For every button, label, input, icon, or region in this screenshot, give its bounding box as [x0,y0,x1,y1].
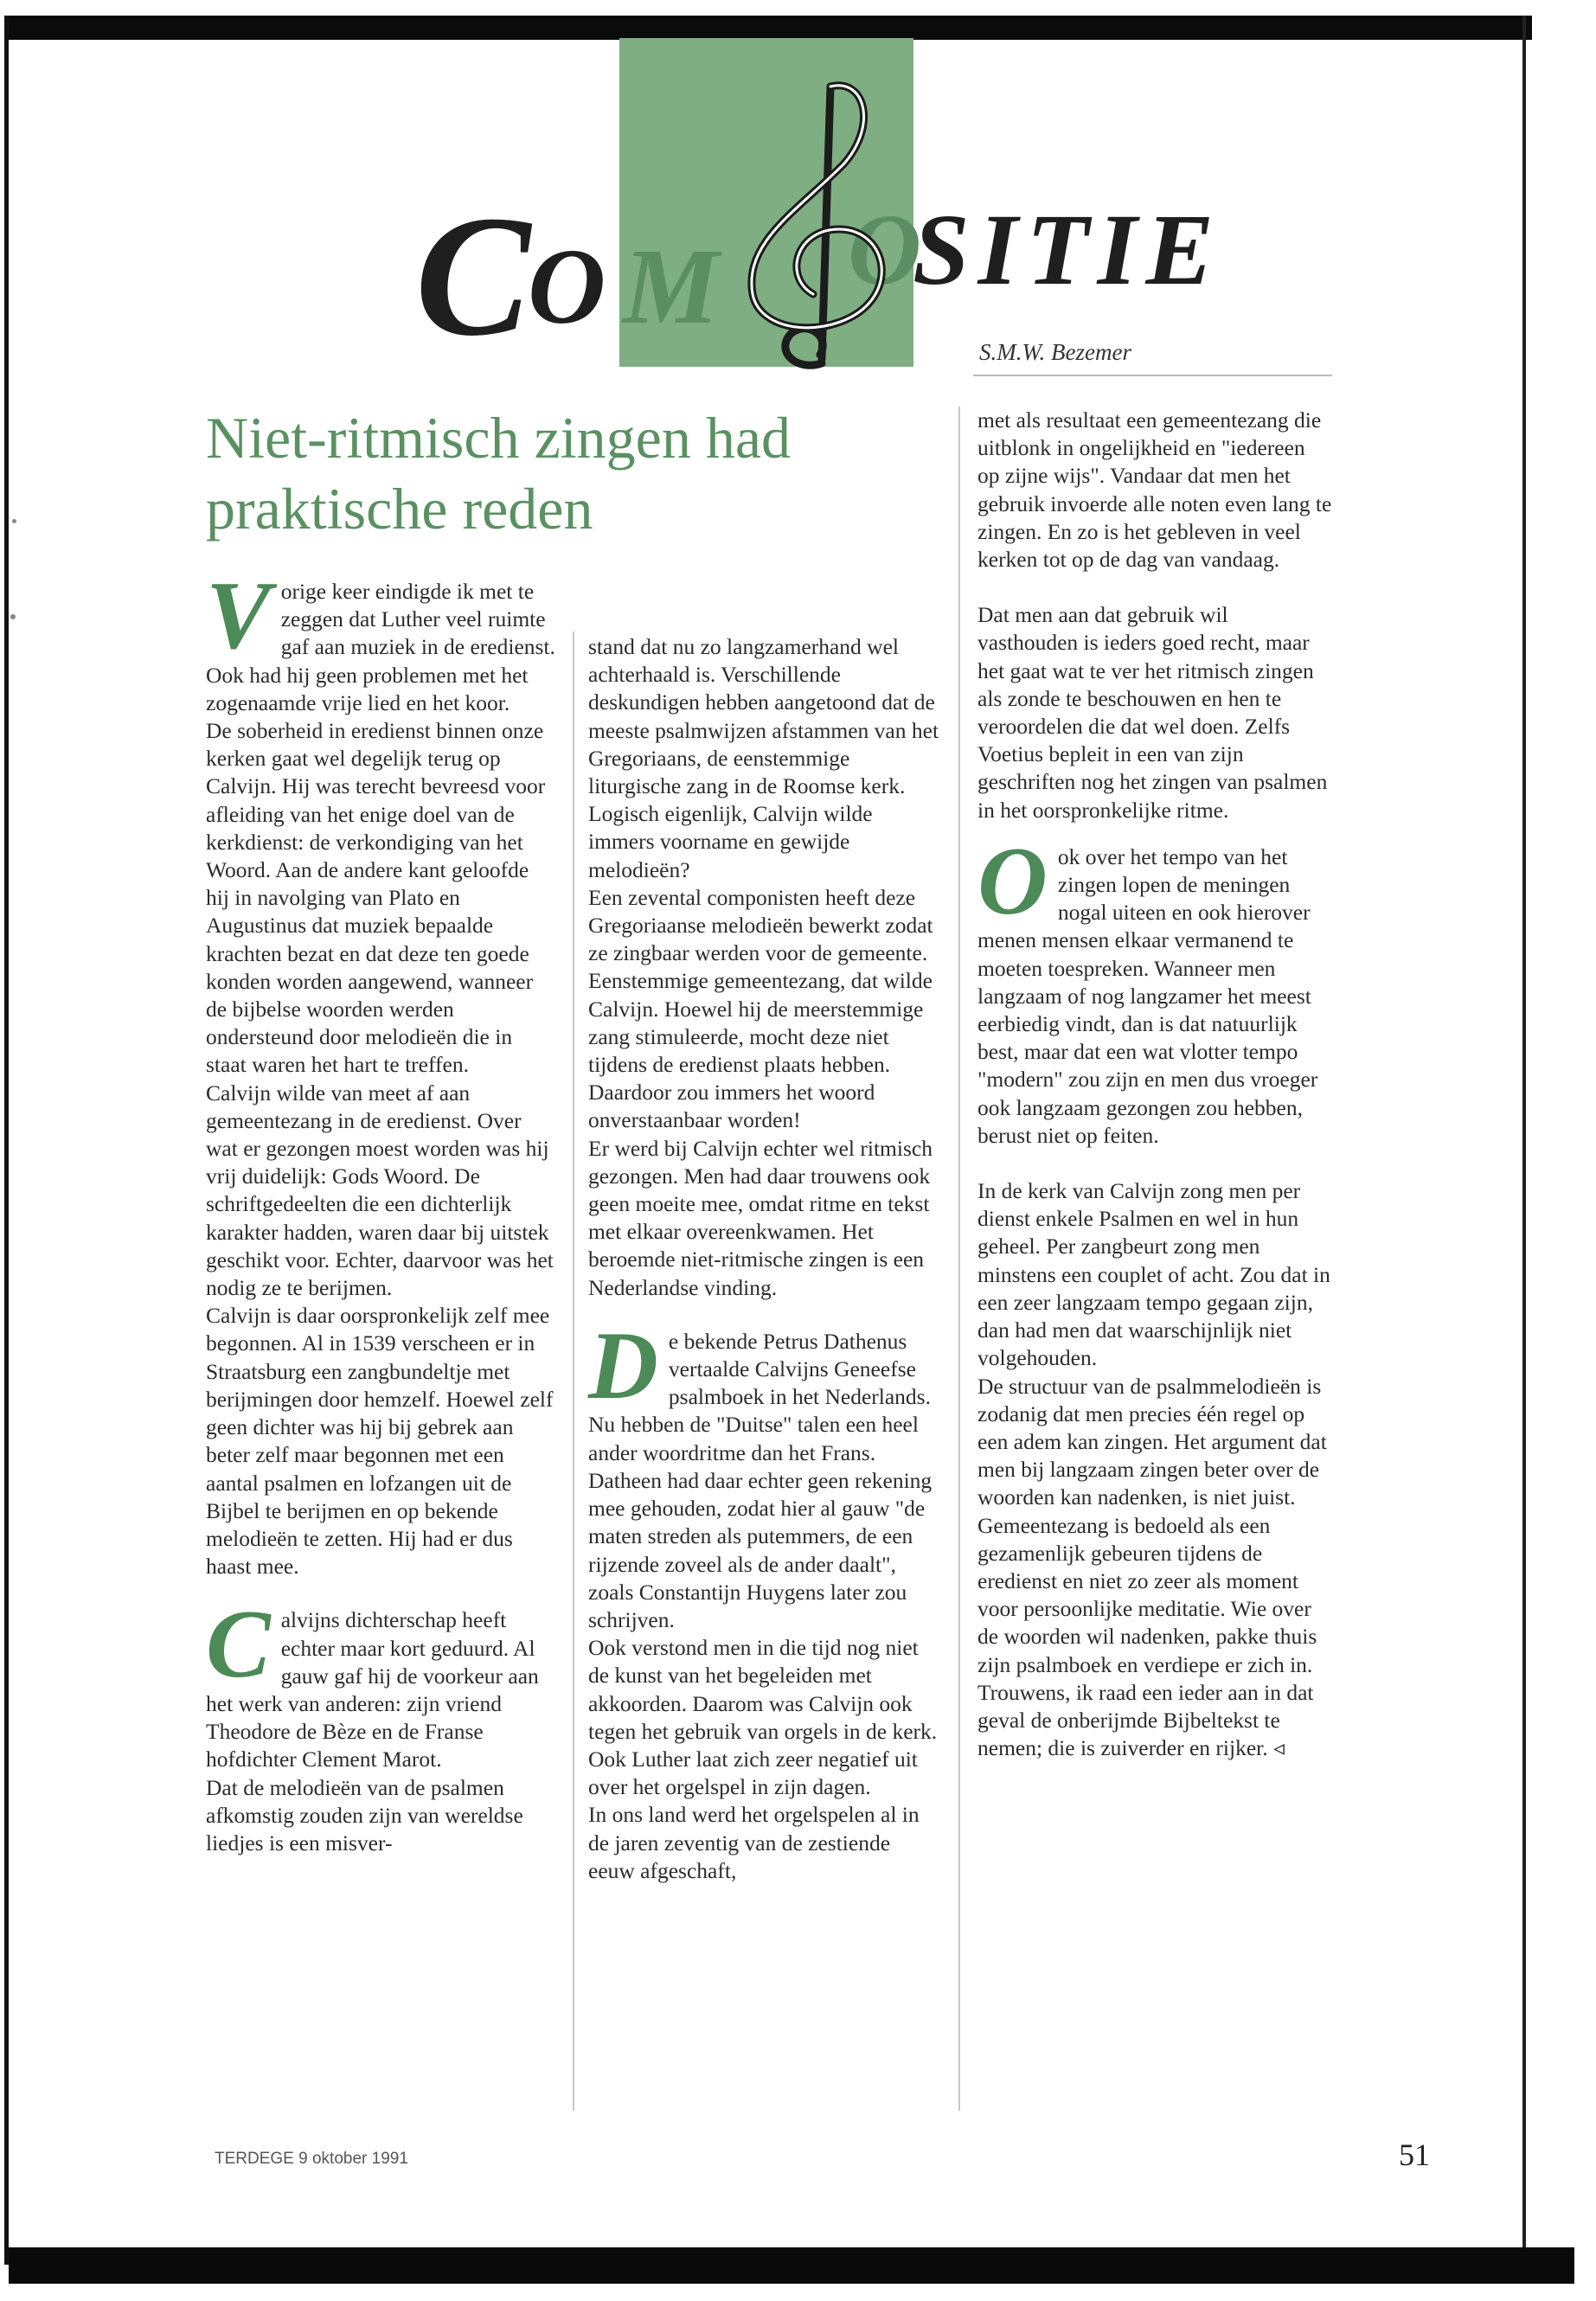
title-letter-o2: O [848,193,922,306]
column-divider-1 [573,631,574,2111]
title-letter-o: O [528,228,606,347]
paragraph: De soberheid in eredienst binnen onze kerken gaat wel degelijk terug op Calvijn. Hij was terecht bevreesd voor afleiding van het enige doel van de kerkdienst: de verkondiging van het Woord. Aan de andere kant geloofde hij in navolging van Plato en Augustinus dat muziek bepaalde krachten bezat en dat deze ten goede konden worden aangewend, wanneer de bijbelse woorden werden ondersteund door melodieën die in staat waren het hart te treffen. [206,718,546,1078]
paragraph: In de kerk van Calvijn zong men per dienst enkele Psalmen en wel in hun geheel. Per zangbeurt zong men minstens een couplet of acht. Zou dat in een zeer langzaam tempo gegaan zijn, dan had men dat waarschijnlijk niet volgehouden. [977,1178,1330,1371]
paragraph: stand dat nu zo langzamerhand wel achterhaald is. Verschillende deskundigen hebben aangetoond dat de meeste psalmwijzen afstammen van het Gregoriaans, de eenstemmige liturgische zang in de Roomse kerk. Logisch eigenlijk, Calvijn wilde immers voorname en gewijde melodieën? [588,634,939,882]
paragraph: Ook over het tempo van het zingen lopen de meningen nogal uiteen en ook hierover menen mensen elkaar vermanend te moeten toespreken. Wanneer men langzaam of nog langzamer het meest eerbiedig vindt, dan is dat natuurlijk best, maar dat een wat vlotter tempo "modern" zou zijn en men dus vroeger ook langzaam gezongen zou hebben, berust niet op feiten. [977,827,1318,1148]
publication-footer: TERDEGE 9 oktober 1991 [215,2150,408,2168]
paragraph: In ons land werd het orgelspelen al in de jaren zeventig van de zestiende eeuw afgeschaft, [588,1802,920,1883]
paragraph: Trouwens, ik raad een ieder aan in dat geval de onberijmde Bijbeltekst te nemen; die is zuiverder en rijker. ◃ [977,1679,1314,1761]
paragraph: Dat men aan dat gebruik wil vasthouden is ieders goed recht, maar het gaat wat te ver het ritmisch zingen als zonde te beschouwen en hen te veroordelen die dat wel doen. Zelfs Voetius bepleit in een van zijn geschriften nog het zingen van psalmen in het oorspronkelijke ritme. [977,602,1328,823]
drop-cap: C [206,1591,271,1699]
paragraph: De bekende Petrus Dathenus vertaalde Calvijns Geneefse psalmboek in het Nederlands. Nu hebben de "Duitse" talen een heel ander woordritme dan het Frans. Datheen had daar echter geen rekening mee gehouden, zodat hier al gauw "de maten streden als putemmers, de een rijzende zoveel als de ander daalt", zoals Constantijn Huygens later zou schrijven. [588,1311,933,1632]
paragraph: De structuur van de psalmmelodieën is zodanig dat men precies één regel op een adem kan zingen. Het argument dat men bij langzaam zingen beter over de woorden kan nadenken, is niet juist. Gemeentezang is bedoeld als een gezamenlijk gebeuren tijdens de eredienst en niet zo zeer als moment voor persoonlijke meditatie. Wie over de woorden wil nadenken, pakke thuis zijn psalmboek en verdiepe er zich in. [977,1373,1327,1677]
top-border-rule [4,16,1532,40]
article-headline: Niet-ritmisch zingen had praktische reden [206,405,792,542]
article-column-2 [588,633,941,1885]
column-divider-2 [958,407,960,2111]
title-suffix: SITIE [913,193,1223,306]
page-number: 51 [1399,2138,1430,2172]
scan-speck [12,519,16,523]
paragraph: Vorige keer eindigde ik met te zeggen dat Luther veel ruimte gaf aan muziek in de eredienst. Ook had hij geen problemen met het zogenaamde vrije lied en het koor. [206,562,555,715]
paragraph: Dat de melodieën van de psalmen afkomstig zouden zijn van wereldse liedjes is een misver- [206,1774,523,1856]
bottom-border-rule [9,2247,1574,2284]
paragraph: Calvijn wilde van meet af aan gemeentezang in de eredienst. Over wat er gezongen moest worden was hij vrij duidelijk: Gods Woord. De schriftgedeelten die een dichterlijk karakter hadden, waren daar bij uitstek geschikt voor. Echter, daarvoor was het nodig ze te berijmen. [206,1080,554,1301]
paragraph: met als resultaat een gemeentezang die uitblonk in ongelijkheid en "iedereen op zijne wijs". Vandaar dat men het gebruik invoerde alle noten even lang te zingen. En zo is het gebleven in veel kerken tot op de dag van vandaag. [977,407,1332,573]
left-scan-edge [4,16,9,2265]
author-divider [973,375,1332,376]
article-column-1 [206,562,556,1857]
paragraph: Ook verstond men in die tijd nog niet de kunst van het begeleiden met akkoorden. Daarom was Calvijn ook tegen het gebruik van orgels in de kerk. [588,1635,938,1744]
paragraph: Een zevental componisten heeft deze Gregoriaanse melodieën bewerkt zodat ze zingbaar werden voor de gemeente. Eenstemmige gemeentezang, dat wilde Calvijn. Hoewel hij de meerstemmige zang stimuleerde, mocht deze niet tijdens de eredienst plaats hebben. Daardoor zou immers het woord onverstaanbaar worden! [588,884,933,1133]
right-scan-edge [1522,16,1526,2256]
title-letter-c: C [415,181,531,372]
paragraph: Calvijns dichterschap heeft echter maar kort geduurd. Al gauw gaf hij de voorkeur aan het werk van anderen: zijn vriend Theodore de Bèze en de Franse hofdichter Clement Marot. [206,1591,539,1772]
paragraph: Er werd bij Calvijn echter wel ritmisch gezongen. Men had daar trouwens ook geen moeite mee, omdat ritme en tekst met elkaar overeenkwamen. Het beroemde niet-ritmische zingen is een Nederlandse vinding. [588,1135,933,1300]
drop-cap: D [588,1311,658,1420]
paragraph: Calvijn is daar oorspronkelijk zelf mee begonnen. Al in 1539 verscheen er in Straatsburg een zangbundeltje met berijmingen door hemzelf. Hoewel zelf geen dichter was hij bij gebrek aan beter zelf maar begonnen met een aantal psalmen en lofzangen uit de Bijbel te berijmen en op bekende melodieën te zetten. Hij had er dus haast mee. [206,1303,554,1580]
drop-cap: O [977,827,1048,935]
paragraph: Ook Luther laat zich zeer negatief uit over het orgelspel in zijn dagen. [588,1746,918,1800]
author-byline: S.M.W. Bezemer [979,339,1131,365]
scan-speck [10,614,16,619]
drop-cap: V [206,562,271,670]
article-column-3 [977,407,1332,1762]
treble-clef-icon [692,61,926,389]
title-letter-m: M [623,228,720,347]
